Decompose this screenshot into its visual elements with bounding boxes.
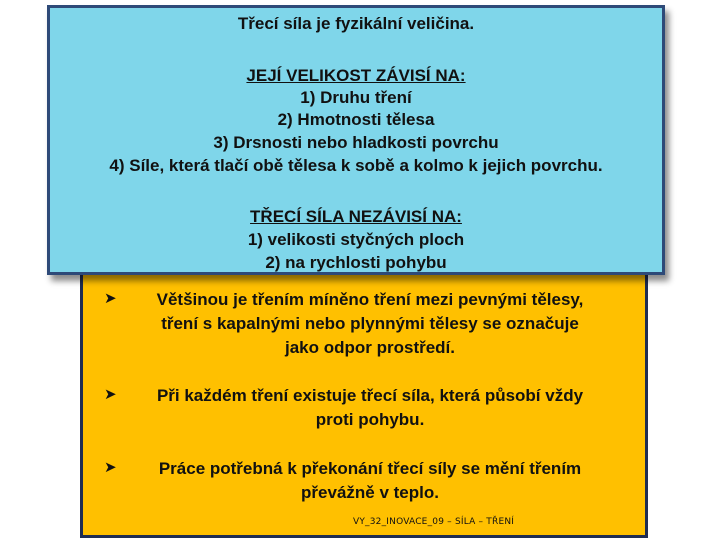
- arrow-bullet-icon: ➤: [104, 386, 117, 403]
- bullet-3: [100, 457, 640, 505]
- bullet-1-line-3: jako odpor prostředí.: [284, 338, 456, 357]
- footer-code: VY_32_INOVACE_09 – SÍLA – TŘENÍ: [353, 517, 515, 527]
- depends-item-1: 1) Druhu tření: [300, 88, 412, 107]
- intro-text: Třecí síla je fyzikální veličina.: [237, 14, 475, 33]
- bullet-1-line-1: Většinou je třením míněno tření mezi pevnými tělesy,: [156, 290, 584, 309]
- bullet-3-line-2: převážně v teplo.: [301, 483, 439, 502]
- arrow-bullet-icon: ➤: [104, 290, 117, 307]
- depends-heading: JEJÍ VELIKOST ZÁVISÍ NA:: [246, 66, 466, 85]
- bullet-1-line-2: tření s kapalnými nebo plynnými tělesy se označuje: [161, 314, 579, 333]
- arrow-bullet-icon: ➤: [104, 459, 117, 476]
- independent-heading: TŘECÍ SÍLA NEZÁVISÍ NA:: [250, 207, 462, 226]
- bullet-3-line-1: Práce potřebná k překonání třecí síly se mění třením: [158, 459, 582, 478]
- bullet-2-line-1: Při každém tření existuje třecí síla, která působí vždy: [156, 386, 584, 405]
- independent-item-1: 1) velikosti styčných ploch: [247, 230, 465, 249]
- depends-item-4: 4) Síle, která tlačí obě tělesa k sobě a kolmo k jejich povrchu.: [109, 156, 603, 175]
- bullet-1: [100, 288, 640, 360]
- bullet-2-line-2: proti pohybu.: [315, 410, 425, 429]
- bullet-2: [100, 384, 640, 432]
- depends-item-2: 2) Hmotnosti tělesa: [277, 110, 435, 129]
- blue-panel: [47, 5, 665, 275]
- independent-item-2: 2) na rychlosti pohybu: [265, 253, 447, 272]
- depends-item-3: 3) Drsnosti nebo hladkosti povrchu: [213, 133, 499, 152]
